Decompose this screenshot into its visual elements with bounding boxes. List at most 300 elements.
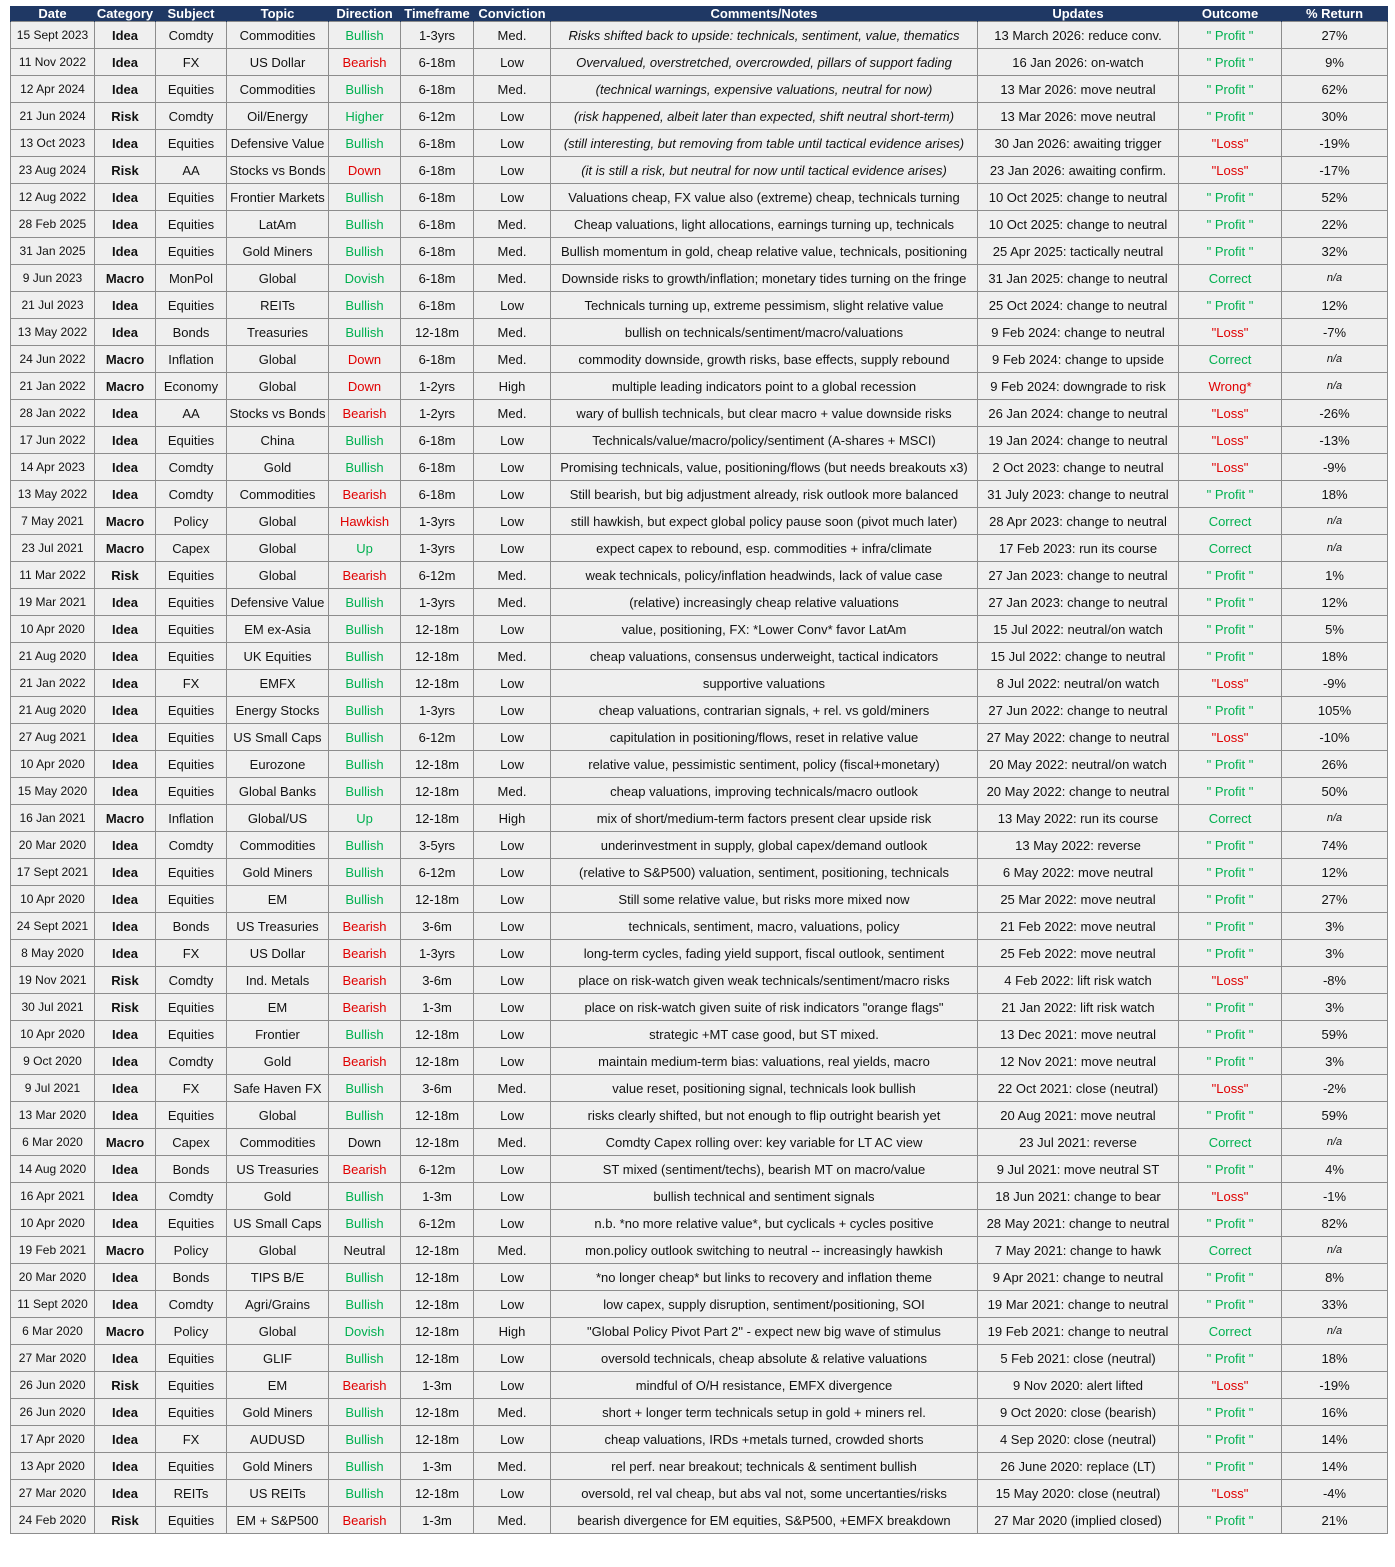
category-cell: Idea bbox=[95, 1480, 156, 1507]
update-cell: 10 Oct 2025: change to neutral bbox=[978, 211, 1179, 238]
subject-cell: Bonds bbox=[156, 1264, 227, 1291]
outcome-cell: Correct bbox=[1179, 346, 1282, 373]
outcome-cell: " Profit " bbox=[1179, 1345, 1282, 1372]
comment-cell: (it is still a risk, but neutral for now until tactical evidence arises) bbox=[551, 157, 978, 184]
comment-cell: mon.policy outlook switching to neutral -- increasingly hawkish bbox=[551, 1237, 978, 1264]
update-cell: 21 Feb 2022: move neutral bbox=[978, 913, 1179, 940]
timeframe-cell: 6-18m bbox=[401, 49, 474, 76]
outcome-cell: "Loss" bbox=[1179, 1372, 1282, 1399]
conviction-cell: Low bbox=[474, 1345, 551, 1372]
update-cell: 25 Oct 2024: change to neutral bbox=[978, 292, 1179, 319]
return-cell: -2% bbox=[1282, 1075, 1388, 1102]
timeframe-cell: 12-18m bbox=[401, 670, 474, 697]
table-row bbox=[11, 859, 1388, 886]
table-row bbox=[11, 319, 1388, 346]
comment-cell: Overvalued, overstretched, overcrowded, pillars of support fading bbox=[551, 49, 978, 76]
table-row bbox=[11, 265, 1388, 292]
subject-cell: Equities bbox=[156, 1021, 227, 1048]
timeframe-cell: 1-2yrs bbox=[401, 373, 474, 400]
conviction-cell: Low bbox=[474, 724, 551, 751]
date-cell: 24 Feb 2020 bbox=[11, 1507, 95, 1534]
subject-cell: FX bbox=[156, 670, 227, 697]
table-row bbox=[11, 778, 1388, 805]
table-row bbox=[11, 967, 1388, 994]
outcome-cell: Correct bbox=[1179, 265, 1282, 292]
table-row bbox=[11, 211, 1388, 238]
topic-cell: TIPS B/E bbox=[227, 1264, 329, 1291]
outcome-cell: " Profit " bbox=[1179, 22, 1282, 49]
category-cell: Macro bbox=[95, 805, 156, 832]
return-cell: n/a bbox=[1282, 508, 1388, 535]
direction-cell: Bullish bbox=[329, 211, 401, 238]
direction-cell: Bullish bbox=[329, 886, 401, 913]
direction-cell: Dovish bbox=[329, 265, 401, 292]
category-cell: Idea bbox=[95, 1345, 156, 1372]
conviction-cell: Low bbox=[474, 292, 551, 319]
timeframe-cell: 6-12m bbox=[401, 1156, 474, 1183]
return-cell: 105% bbox=[1282, 697, 1388, 724]
table-row bbox=[11, 913, 1388, 940]
date-cell: 27 Aug 2021 bbox=[11, 724, 95, 751]
date-cell: 15 May 2020 bbox=[11, 778, 95, 805]
update-cell: 27 Mar 2020 (implied closed) bbox=[978, 1507, 1179, 1534]
date-cell: 19 Feb 2021 bbox=[11, 1237, 95, 1264]
topic-cell: Frontier bbox=[227, 1021, 329, 1048]
date-cell: 14 Aug 2020 bbox=[11, 1156, 95, 1183]
comment-cell: long-term cycles, fading yield support, fiscal outlook, sentiment bbox=[551, 940, 978, 967]
timeframe-cell: 12-18m bbox=[401, 886, 474, 913]
topic-cell: US Small Caps bbox=[227, 724, 329, 751]
direction-cell: Bullish bbox=[329, 832, 401, 859]
return-cell: 9% bbox=[1282, 49, 1388, 76]
return-cell: 3% bbox=[1282, 940, 1388, 967]
update-cell: 7 May 2021: change to hawk bbox=[978, 1237, 1179, 1264]
header-return: % Return bbox=[1282, 6, 1388, 22]
outcome-cell: " Profit " bbox=[1179, 751, 1282, 778]
date-cell: 11 Nov 2022 bbox=[11, 49, 95, 76]
table-row bbox=[11, 940, 1388, 967]
comment-cell: Comdty Capex rolling over: key variable for LT AC view bbox=[551, 1129, 978, 1156]
return-cell: 82% bbox=[1282, 1210, 1388, 1237]
comment-cell: Promising technicals, value, positioning/flows (but needs breakouts x3) bbox=[551, 454, 978, 481]
timeframe-cell: 3-6m bbox=[401, 1075, 474, 1102]
comment-cell: oversold, rel val cheap, but abs val not, some uncertanties/risks bbox=[551, 1480, 978, 1507]
update-cell: 19 Feb 2021: change to neutral bbox=[978, 1318, 1179, 1345]
table-row bbox=[11, 1426, 1388, 1453]
subject-cell: Equities bbox=[156, 778, 227, 805]
topic-cell: Commodities bbox=[227, 481, 329, 508]
comment-cell: expect capex to rebound, esp. commodities + infra/climate bbox=[551, 535, 978, 562]
header-outcome: Outcome bbox=[1179, 6, 1282, 22]
category-cell: Macro bbox=[95, 373, 156, 400]
timeframe-cell: 3-5yrs bbox=[401, 832, 474, 859]
comment-cell: (risk happened, albeit later than expected, shift neutral short-term) bbox=[551, 103, 978, 130]
comment-cell: low capex, supply disruption, sentiment/positioning, SOI bbox=[551, 1291, 978, 1318]
table-row bbox=[11, 1399, 1388, 1426]
timeframe-cell: 6-18m bbox=[401, 346, 474, 373]
conviction-cell: Med. bbox=[474, 643, 551, 670]
category-cell: Macro bbox=[95, 1237, 156, 1264]
topic-cell: Oil/Energy bbox=[227, 103, 329, 130]
return-cell: -10% bbox=[1282, 724, 1388, 751]
update-cell: 5 Feb 2021: close (neutral) bbox=[978, 1345, 1179, 1372]
header-updates: Updates bbox=[978, 6, 1179, 22]
table-row bbox=[11, 1156, 1388, 1183]
table-row bbox=[11, 373, 1388, 400]
table-row bbox=[11, 994, 1388, 1021]
category-cell: Idea bbox=[95, 1210, 156, 1237]
topic-cell: Global bbox=[227, 373, 329, 400]
table-row bbox=[11, 454, 1388, 481]
comment-cell: Technicals/value/macro/policy/sentiment (A-shares + MSCI) bbox=[551, 427, 978, 454]
return-cell: -17% bbox=[1282, 157, 1388, 184]
subject-cell: Equities bbox=[156, 427, 227, 454]
timeframe-cell: 6-18m bbox=[401, 454, 474, 481]
conviction-cell: Med. bbox=[474, 1399, 551, 1426]
conviction-cell: Med. bbox=[474, 211, 551, 238]
update-cell: 19 Jan 2024: change to neutral bbox=[978, 427, 1179, 454]
category-cell: Idea bbox=[95, 1453, 156, 1480]
topic-cell: EM bbox=[227, 994, 329, 1021]
category-cell: Idea bbox=[95, 697, 156, 724]
date-cell: 12 Apr 2024 bbox=[11, 76, 95, 103]
direction-cell: Bullish bbox=[329, 1210, 401, 1237]
date-cell: 12 Aug 2022 bbox=[11, 184, 95, 211]
topic-cell: UK Equities bbox=[227, 643, 329, 670]
direction-cell: Down bbox=[329, 157, 401, 184]
category-cell: Risk bbox=[95, 1372, 156, 1399]
conviction-cell: Low bbox=[474, 157, 551, 184]
direction-cell: Down bbox=[329, 1129, 401, 1156]
date-cell: 10 Apr 2020 bbox=[11, 616, 95, 643]
return-cell: 18% bbox=[1282, 1345, 1388, 1372]
conviction-cell: Low bbox=[474, 940, 551, 967]
update-cell: 26 Jan 2024: change to neutral bbox=[978, 400, 1179, 427]
update-cell: 2 Oct 2023: change to neutral bbox=[978, 454, 1179, 481]
date-cell: 9 Oct 2020 bbox=[11, 1048, 95, 1075]
outcome-cell: " Profit " bbox=[1179, 1399, 1282, 1426]
update-cell: 9 Apr 2021: change to neutral bbox=[978, 1264, 1179, 1291]
subject-cell: FX bbox=[156, 1075, 227, 1102]
subject-cell: AA bbox=[156, 400, 227, 427]
date-cell: 20 Mar 2020 bbox=[11, 1264, 95, 1291]
date-cell: 13 Apr 2020 bbox=[11, 1453, 95, 1480]
timeframe-cell: 1-3m bbox=[401, 994, 474, 1021]
direction-cell: Bullish bbox=[329, 859, 401, 886]
date-cell: 17 Sept 2021 bbox=[11, 859, 95, 886]
table-row bbox=[11, 616, 1388, 643]
conviction-cell: High bbox=[474, 1318, 551, 1345]
table-row bbox=[11, 103, 1388, 130]
update-cell: 13 Mar 2026: move neutral bbox=[978, 76, 1179, 103]
category-cell: Macro bbox=[95, 1129, 156, 1156]
category-cell: Idea bbox=[95, 643, 156, 670]
update-cell: 27 Jun 2022: change to neutral bbox=[978, 697, 1179, 724]
subject-cell: Capex bbox=[156, 535, 227, 562]
direction-cell: Bullish bbox=[329, 1183, 401, 1210]
conviction-cell: Med. bbox=[474, 1453, 551, 1480]
comment-cell: bullish on technicals/sentiment/macro/valuations bbox=[551, 319, 978, 346]
comment-cell: risks clearly shifted, but not enough to flip outright bearish yet bbox=[551, 1102, 978, 1129]
subject-cell: Equities bbox=[156, 724, 227, 751]
category-cell: Idea bbox=[95, 913, 156, 940]
outcome-cell: "Loss" bbox=[1179, 427, 1282, 454]
update-cell: 9 Feb 2024: change to upside bbox=[978, 346, 1179, 373]
comment-cell: (technical warnings, expensive valuations, neutral for now) bbox=[551, 76, 978, 103]
conviction-cell: Low bbox=[474, 859, 551, 886]
category-cell: Idea bbox=[95, 1102, 156, 1129]
return-cell: 26% bbox=[1282, 751, 1388, 778]
direction-cell: Bullish bbox=[329, 292, 401, 319]
timeframe-cell: 6-12m bbox=[401, 562, 474, 589]
conviction-cell: Low bbox=[474, 130, 551, 157]
category-cell: Idea bbox=[95, 670, 156, 697]
category-cell: Risk bbox=[95, 157, 156, 184]
update-cell: 18 Jun 2021: change to bear bbox=[978, 1183, 1179, 1210]
subject-cell: Equities bbox=[156, 1210, 227, 1237]
direction-cell: Down bbox=[329, 373, 401, 400]
conviction-cell: Low bbox=[474, 1291, 551, 1318]
return-cell: 30% bbox=[1282, 103, 1388, 130]
timeframe-cell: 6-12m bbox=[401, 103, 474, 130]
subject-cell: Equities bbox=[156, 238, 227, 265]
direction-cell: Bearish bbox=[329, 1507, 401, 1534]
subject-cell: Equities bbox=[156, 130, 227, 157]
topic-cell: Global bbox=[227, 1102, 329, 1129]
topic-cell: Frontier Markets bbox=[227, 184, 329, 211]
update-cell: 9 Feb 2024: change to neutral bbox=[978, 319, 1179, 346]
outcome-cell: "Loss" bbox=[1179, 319, 1282, 346]
direction-cell: Bullish bbox=[329, 643, 401, 670]
topic-cell: Commodities bbox=[227, 22, 329, 49]
date-cell: 21 Jun 2024 bbox=[11, 103, 95, 130]
direction-cell: Bullish bbox=[329, 184, 401, 211]
table-row bbox=[11, 508, 1388, 535]
direction-cell: Bullish bbox=[329, 697, 401, 724]
table-row bbox=[11, 751, 1388, 778]
date-cell: 16 Apr 2021 bbox=[11, 1183, 95, 1210]
return-cell: -8% bbox=[1282, 967, 1388, 994]
timeframe-cell: 12-18m bbox=[401, 319, 474, 346]
direction-cell: Bullish bbox=[329, 319, 401, 346]
conviction-cell: Low bbox=[474, 1183, 551, 1210]
outcome-cell: " Profit " bbox=[1179, 1048, 1282, 1075]
category-cell: Idea bbox=[95, 751, 156, 778]
topic-cell: Global/US bbox=[227, 805, 329, 832]
direction-cell: Up bbox=[329, 535, 401, 562]
subject-cell: REITs bbox=[156, 1480, 227, 1507]
direction-cell: Hawkish bbox=[329, 508, 401, 535]
outcome-cell: " Profit " bbox=[1179, 1426, 1282, 1453]
timeframe-cell: 1-3yrs bbox=[401, 508, 474, 535]
timeframe-cell: 1-3yrs bbox=[401, 697, 474, 724]
table-row bbox=[11, 400, 1388, 427]
date-cell: 10 Apr 2020 bbox=[11, 1021, 95, 1048]
timeframe-cell: 12-18m bbox=[401, 1480, 474, 1507]
table-row bbox=[11, 697, 1388, 724]
table-row bbox=[11, 805, 1388, 832]
category-cell: Idea bbox=[95, 400, 156, 427]
table-row bbox=[11, 1345, 1388, 1372]
return-cell: 4% bbox=[1282, 1156, 1388, 1183]
return-cell: 12% bbox=[1282, 292, 1388, 319]
direction-cell: Bullish bbox=[329, 454, 401, 481]
update-cell: 15 Jul 2022: change to neutral bbox=[978, 643, 1179, 670]
direction-cell: Bearish bbox=[329, 913, 401, 940]
conviction-cell: Med. bbox=[474, 22, 551, 49]
outcome-cell: Correct bbox=[1179, 508, 1282, 535]
subject-cell: Comdty bbox=[156, 481, 227, 508]
topic-cell: Gold Miners bbox=[227, 1399, 329, 1426]
direction-cell: Bearish bbox=[329, 49, 401, 76]
update-cell: 31 Jan 2025: change to neutral bbox=[978, 265, 1179, 292]
update-cell: 20 Aug 2021: move neutral bbox=[978, 1102, 1179, 1129]
subject-cell: Policy bbox=[156, 508, 227, 535]
return-cell: 8% bbox=[1282, 1264, 1388, 1291]
timeframe-cell: 6-18m bbox=[401, 481, 474, 508]
return-cell: 18% bbox=[1282, 481, 1388, 508]
update-cell: 27 Jan 2023: change to neutral bbox=[978, 589, 1179, 616]
subject-cell: Capex bbox=[156, 1129, 227, 1156]
return-cell: -13% bbox=[1282, 427, 1388, 454]
conviction-cell: Low bbox=[474, 616, 551, 643]
table-row bbox=[11, 643, 1388, 670]
table-row bbox=[11, 184, 1388, 211]
category-cell: Idea bbox=[95, 1075, 156, 1102]
topic-cell: US Treasuries bbox=[227, 1156, 329, 1183]
date-cell: 21 Jan 2022 bbox=[11, 670, 95, 697]
subject-cell: Equities bbox=[156, 1399, 227, 1426]
table-row bbox=[11, 130, 1388, 157]
timeframe-cell: 12-18m bbox=[401, 616, 474, 643]
date-cell: 9 Jul 2021 bbox=[11, 1075, 95, 1102]
category-cell: Idea bbox=[95, 292, 156, 319]
subject-cell: Comdty bbox=[156, 832, 227, 859]
header-date: Date bbox=[11, 6, 95, 22]
category-cell: Risk bbox=[95, 103, 156, 130]
date-cell: 6 Mar 2020 bbox=[11, 1318, 95, 1345]
outcome-cell: "Loss" bbox=[1179, 724, 1282, 751]
comment-cell: "Global Policy Pivot Part 2" - expect new big wave of stimulus bbox=[551, 1318, 978, 1345]
return-cell: 21% bbox=[1282, 1507, 1388, 1534]
direction-cell: Down bbox=[329, 346, 401, 373]
table-row bbox=[11, 76, 1388, 103]
conviction-cell: Low bbox=[474, 994, 551, 1021]
subject-cell: Comdty bbox=[156, 1183, 227, 1210]
table-row bbox=[11, 1075, 1388, 1102]
topic-cell: Gold bbox=[227, 1048, 329, 1075]
conviction-cell: Low bbox=[474, 1372, 551, 1399]
comment-cell: bearish divergence for EM equities, S&P500, +EMFX breakdown bbox=[551, 1507, 978, 1534]
date-cell: 28 Feb 2025 bbox=[11, 211, 95, 238]
update-cell: 25 Feb 2022: move neutral bbox=[978, 940, 1179, 967]
subject-cell: Bonds bbox=[156, 1156, 227, 1183]
comment-cell: multiple leading indicators point to a global recession bbox=[551, 373, 978, 400]
conviction-cell: Med. bbox=[474, 1075, 551, 1102]
update-cell: 28 Apr 2023: change to neutral bbox=[978, 508, 1179, 535]
conviction-cell: Low bbox=[474, 832, 551, 859]
date-cell: 8 May 2020 bbox=[11, 940, 95, 967]
return-cell: 32% bbox=[1282, 238, 1388, 265]
return-cell: -4% bbox=[1282, 1480, 1388, 1507]
direction-cell: Bullish bbox=[329, 1075, 401, 1102]
direction-cell: Bullish bbox=[329, 724, 401, 751]
conviction-cell: Low bbox=[474, 1426, 551, 1453]
direction-cell: Bearish bbox=[329, 1156, 401, 1183]
topic-cell: Global bbox=[227, 562, 329, 589]
comment-cell: *no longer cheap* but links to recovery and inflation theme bbox=[551, 1264, 978, 1291]
category-cell: Idea bbox=[95, 589, 156, 616]
direction-cell: Bullish bbox=[329, 778, 401, 805]
direction-cell: Bullish bbox=[329, 22, 401, 49]
topic-cell: Gold Miners bbox=[227, 238, 329, 265]
date-cell: 27 Mar 2020 bbox=[11, 1345, 95, 1372]
comment-cell: bullish technical and sentiment signals bbox=[551, 1183, 978, 1210]
update-cell: 13 May 2022: reverse bbox=[978, 832, 1179, 859]
update-cell: 26 June 2020: replace (LT) bbox=[978, 1453, 1179, 1480]
header-timeframe: Timeframe bbox=[401, 6, 474, 22]
topic-cell: Stocks vs Bonds bbox=[227, 400, 329, 427]
update-cell: 10 Oct 2025: change to neutral bbox=[978, 184, 1179, 211]
timeframe-cell: 12-18m bbox=[401, 1102, 474, 1129]
outcome-cell: "Loss" bbox=[1179, 1480, 1282, 1507]
outcome-cell: " Profit " bbox=[1179, 292, 1282, 319]
category-cell: Idea bbox=[95, 1426, 156, 1453]
date-cell: 27 Mar 2020 bbox=[11, 1480, 95, 1507]
topic-cell: US REITs bbox=[227, 1480, 329, 1507]
conviction-cell: Med. bbox=[474, 778, 551, 805]
subject-cell: Economy bbox=[156, 373, 227, 400]
header-comments: Comments/Notes bbox=[551, 6, 978, 22]
topic-cell: Safe Haven FX bbox=[227, 1075, 329, 1102]
category-cell: Idea bbox=[95, 1156, 156, 1183]
update-cell: 4 Sep 2020: close (neutral) bbox=[978, 1426, 1179, 1453]
direction-cell: Bullish bbox=[329, 76, 401, 103]
outcome-cell: "Loss" bbox=[1179, 1075, 1282, 1102]
direction-cell: Bearish bbox=[329, 562, 401, 589]
subject-cell: Equities bbox=[156, 1102, 227, 1129]
subject-cell: Comdty bbox=[156, 967, 227, 994]
update-cell: 20 May 2022: change to neutral bbox=[978, 778, 1179, 805]
date-cell: 19 Nov 2021 bbox=[11, 967, 95, 994]
category-cell: Idea bbox=[95, 724, 156, 751]
return-cell: 1% bbox=[1282, 562, 1388, 589]
update-cell: 17 Feb 2023: run its course bbox=[978, 535, 1179, 562]
return-cell: 12% bbox=[1282, 589, 1388, 616]
conviction-cell: Med. bbox=[474, 1129, 551, 1156]
conviction-cell: Med. bbox=[474, 346, 551, 373]
subject-cell: Policy bbox=[156, 1237, 227, 1264]
header-row bbox=[11, 6, 1388, 22]
topic-cell: US Dollar bbox=[227, 940, 329, 967]
category-cell: Idea bbox=[95, 1291, 156, 1318]
comment-cell: (still interesting, but removing from table until tactical evidence arises) bbox=[551, 130, 978, 157]
comment-cell: rel perf. near breakout; technicals & sentiment bullish bbox=[551, 1453, 978, 1480]
timeframe-cell: 12-18m bbox=[401, 805, 474, 832]
subject-cell: Comdty bbox=[156, 1291, 227, 1318]
date-cell: 28 Jan 2022 bbox=[11, 400, 95, 427]
return-cell: 74% bbox=[1282, 832, 1388, 859]
return-cell: 22% bbox=[1282, 211, 1388, 238]
conviction-cell: Low bbox=[474, 886, 551, 913]
comment-cell: maintain medium-term bias: valuations, real yields, macro bbox=[551, 1048, 978, 1075]
subject-cell: Equities bbox=[156, 1345, 227, 1372]
table-row bbox=[11, 1210, 1388, 1237]
subject-cell: Bonds bbox=[156, 319, 227, 346]
subject-cell: Equities bbox=[156, 1507, 227, 1534]
update-cell: 27 Jan 2023: change to neutral bbox=[978, 562, 1179, 589]
outcome-cell: "Loss" bbox=[1179, 400, 1282, 427]
